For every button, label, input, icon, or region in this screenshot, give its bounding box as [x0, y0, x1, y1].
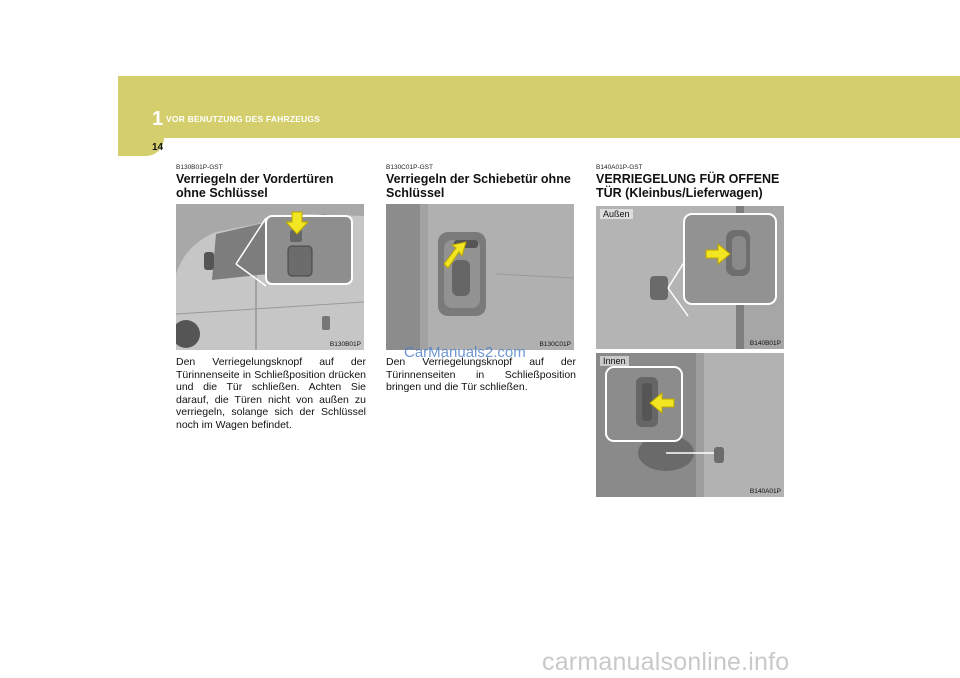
front-door-figure — [176, 204, 364, 350]
chapter-number: 1 — [152, 108, 164, 130]
figure-code: B140B01P — [749, 340, 781, 347]
section-open-door-lock — [596, 164, 786, 497]
footer-watermark: carmanualsonline.info — [542, 648, 790, 676]
figure-code: B140A01P — [749, 488, 781, 495]
figure-code: B130C01P — [539, 341, 571, 348]
section-body: Den Verriegelungsknopf auf der Türinnenseite in Schließposition drücken und die Tür schließen. Achten Sie darauf, die Türen nicht von außen zu verriegeln, solange sich der Schlüssel noch im Wagen befindet. — [176, 356, 366, 431]
section-heading: Verriegeln der Schiebetür ohne Schlüssel — [386, 172, 571, 200]
header-band — [118, 76, 960, 138]
outside-lock-figure — [596, 206, 784, 349]
section-body: Den Verriegelungsknopf auf der Türinnenseiten in Schließposition bringen und die Tür schließen. — [386, 356, 576, 394]
inside-lock-figure — [596, 353, 784, 497]
watermark: CarManuals2.com — [404, 344, 526, 361]
section-front-doors — [176, 164, 366, 432]
section-code: B140A01P-GST — [596, 164, 643, 171]
section-code: B130B01P-GST — [176, 164, 223, 171]
page-number: 14 — [152, 142, 164, 153]
section-code: B130C01P-GST — [386, 164, 433, 171]
section-heading: VERRIEGELUNG FÜR OFFENE TÜR (Kleinbus/Lieferwagen) — [596, 172, 780, 200]
figure-label-inside: Innen — [600, 356, 629, 366]
chapter-title: VOR BENUTZUNG DES FAHRZEUGS — [166, 114, 321, 124]
sliding-door-figure — [386, 204, 574, 350]
section-heading: Verriegeln der Vordertüren ohne Schlüssel — [176, 172, 334, 200]
figure-code: B130B01P — [329, 341, 361, 348]
figure-label-outside: Außen — [600, 209, 633, 219]
